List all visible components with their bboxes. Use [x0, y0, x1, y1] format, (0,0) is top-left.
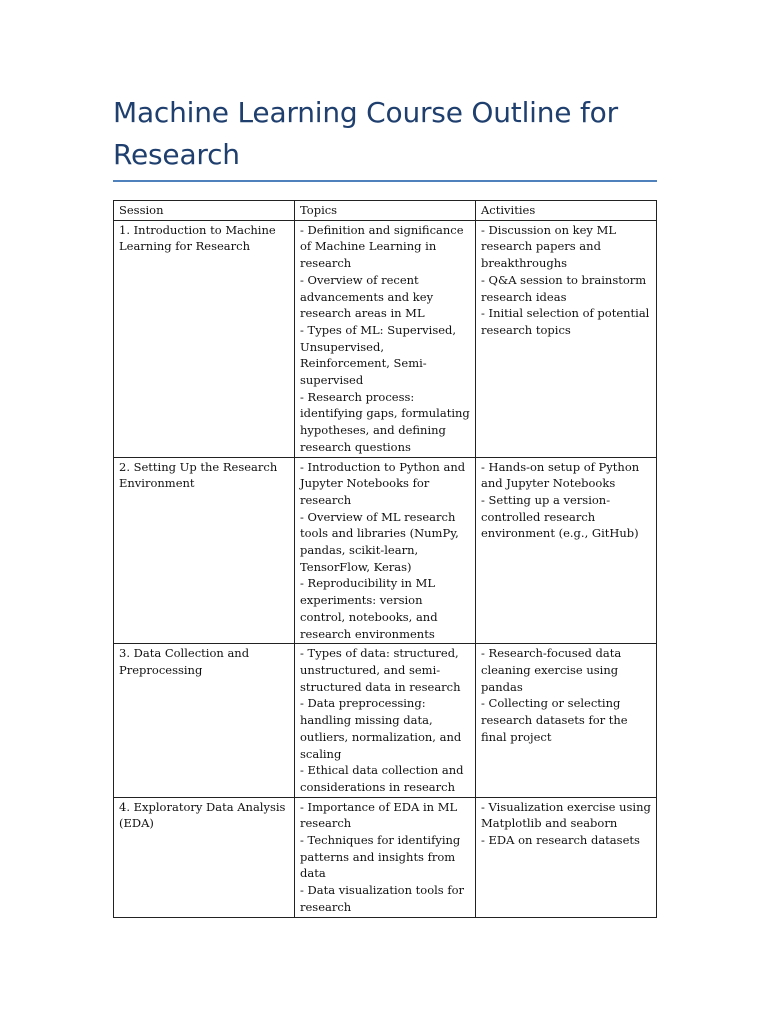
- table-row: [114, 220, 657, 457]
- activities-cell: - Visualization exercise using Matplotlib and seaborn - EDA on research datasets: [476, 797, 657, 917]
- document-title: Machine Learning Course Outline for Research: [113, 96, 618, 171]
- header-topics: Topics: [295, 201, 476, 221]
- session-cell: 3. Data Collection and Preprocessing: [114, 644, 295, 797]
- topics-cell: - Definition and significance of Machine Learning in research - Overview of recent advancements and key research areas in ML - Types of ML: Supervised, Unsupervised, Reinforcement, Semi-supervised - Research process: identifying gaps, formulating hypotheses, and defining research questions: [295, 220, 476, 457]
- title-underline-rule: [113, 180, 657, 182]
- course-outline-table: [113, 200, 657, 918]
- table-header-row: [114, 201, 657, 221]
- topics-cell: - Types of data: structured, unstructured, and semi-structured data in research - Data preprocessing: handling missing data, outliers, normalization, and scaling - Ethical data collection and considerations in research: [295, 644, 476, 797]
- session-cell: 2. Setting Up the Research Environment: [114, 457, 295, 644]
- table-row: [114, 797, 657, 917]
- session-cell: 1. Introduction to Machine Learning for Research: [114, 220, 295, 457]
- activities-cell: - Research-focused data cleaning exercise using pandas - Collecting or selecting research datasets for the final project: [476, 644, 657, 797]
- header-session: Session: [114, 201, 295, 221]
- topics-cell: - Importance of EDA in ML research - Techniques for identifying patterns and insights from data - Data visualization tools for research: [295, 797, 476, 917]
- activities-cell: - Discussion on key ML research papers and breakthroughs - Q&A session to brainstorm research ideas - Initial selection of potential research topics: [476, 220, 657, 457]
- session-cell: 4. Exploratory Data Analysis (EDA): [114, 797, 295, 917]
- activities-cell: - Hands-on setup of Python and Jupyter Notebooks - Setting up a version-controlled research environment (e.g., GitHub): [476, 457, 657, 644]
- topics-cell: - Introduction to Python and Jupyter Notebooks for research - Overview of ML research tools and libraries (NumPy, pandas, scikit-learn, TensorFlow, Keras) - Reproducibility in ML experiments: version control, notebooks, and research environments: [295, 457, 476, 644]
- header-activities: Activities: [476, 201, 657, 221]
- table-row: [114, 644, 657, 797]
- table-row: [114, 457, 657, 644]
